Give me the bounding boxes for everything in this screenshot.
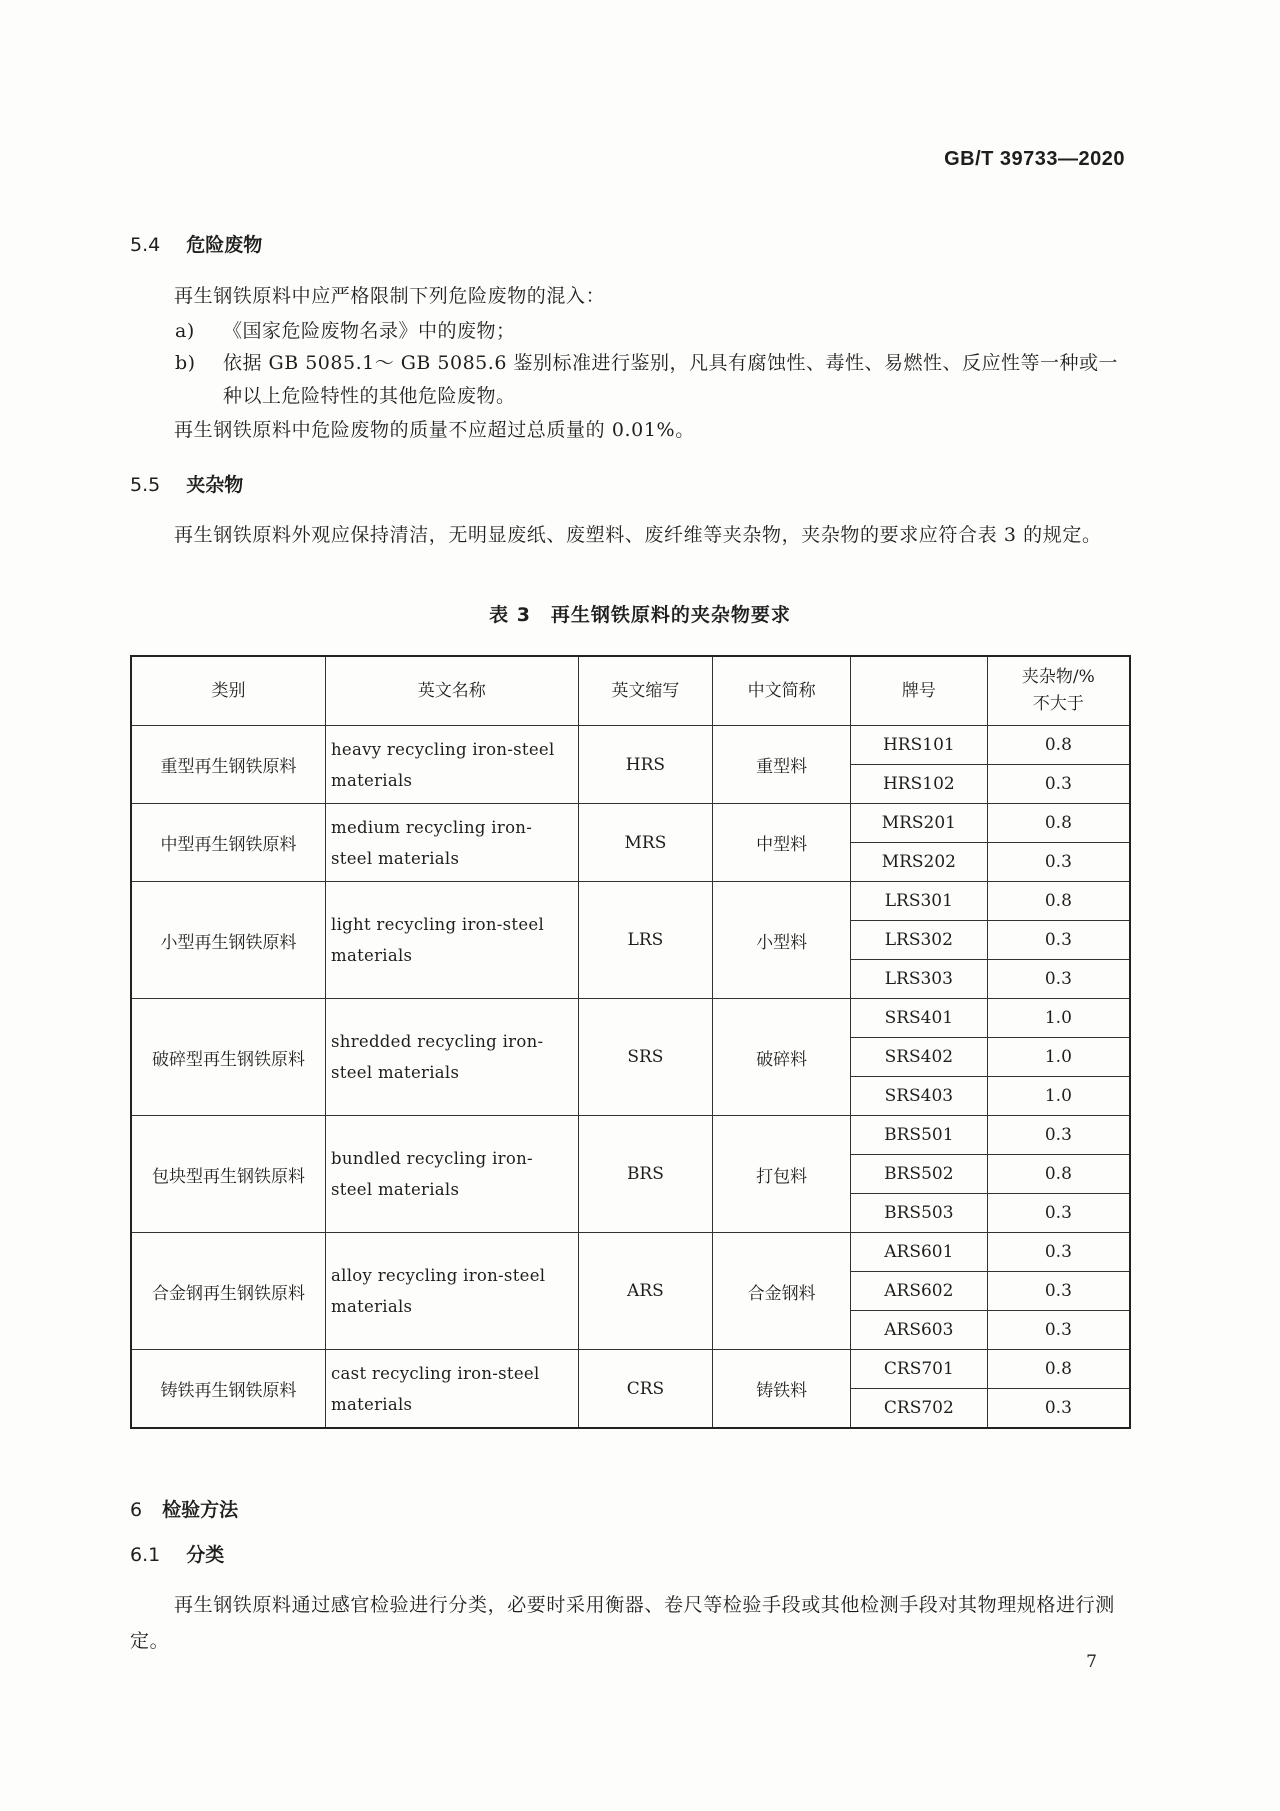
- table-row: [131, 804, 1130, 843]
- cell-abbreviation: ARS: [578, 1233, 713, 1350]
- cell-english-name: heavy recycling iron-steel materials: [326, 726, 579, 804]
- cell-limit: 0.8: [987, 882, 1130, 921]
- header-limit: [987, 656, 1130, 726]
- list-text: 《国家危险废物名录》中的废物；: [223, 320, 516, 342]
- table-row: [131, 999, 1130, 1038]
- table-row: [131, 726, 1130, 765]
- cell-grade: HRS102: [850, 765, 987, 804]
- cell-limit: 0.3: [987, 960, 1130, 999]
- cell-limit: 0.8: [987, 1350, 1130, 1389]
- section-5-4-heading: [130, 230, 262, 257]
- list-item-b: [175, 347, 1135, 413]
- table-row: [131, 1116, 1130, 1155]
- list-item-a: [175, 315, 1135, 348]
- cell-limit: 0.3: [987, 1311, 1130, 1350]
- cell-abbreviation: LRS: [578, 882, 713, 999]
- header-english-name: 英文名称: [326, 656, 579, 726]
- cell-chinese-short: 打包料: [713, 1116, 851, 1233]
- cell-chinese-short: 小型料: [713, 882, 851, 999]
- list-text: 依据 GB 5085.1～ GB 5085.6 鉴别标准进行鉴别，凡具有腐蚀性、毒性、易燃性、反应性等一种或一种以上危险特性的其他危险废物。: [223, 352, 1118, 407]
- cell-english-name: cast recycling iron-steel materials: [326, 1350, 579, 1429]
- cell-grade: MRS202: [850, 843, 987, 882]
- page-number: 7: [1086, 1652, 1097, 1672]
- cell-limit: 0.3: [987, 843, 1130, 882]
- cell-limit: 0.3: [987, 1233, 1130, 1272]
- inclusion-requirements-table: [130, 655, 1131, 1429]
- cell-english-name: medium recycling iron-steel materials: [326, 804, 579, 882]
- section-title: 危险废物: [186, 234, 263, 256]
- header-abbreviation: 英文缩写: [578, 656, 713, 726]
- cell-limit: 0.3: [987, 921, 1130, 960]
- cell-category: 合金钢再生钢铁原料: [131, 1233, 326, 1350]
- section-number: 6.1: [130, 1544, 161, 1566]
- cell-limit: 0.3: [987, 1272, 1130, 1311]
- cell-grade: BRS501: [850, 1116, 987, 1155]
- header-limit-line2: 不大于: [1032, 694, 1084, 714]
- table-row: [131, 1233, 1130, 1272]
- cell-grade: SRS401: [850, 999, 987, 1038]
- cell-grade: LRS302: [850, 921, 987, 960]
- cell-limit: 0.3: [987, 1389, 1130, 1429]
- section-5-4-limit: 再生钢铁原料中危险废物的质量不应超过总质量的 0.01%。: [174, 419, 695, 441]
- section-title: 夹杂物: [186, 474, 244, 496]
- cell-limit: 0.3: [987, 1194, 1130, 1233]
- cell-grade: SRS402: [850, 1038, 987, 1077]
- cell-chinese-short: 铸铁料: [713, 1350, 851, 1429]
- section-6-1-text: 再生钢铁原料通过感官检验进行分类，必要时采用衡器、卷尺等检验手段或其他检测手段对其物理规格进行测定。: [130, 1594, 1115, 1652]
- cell-limit: 0.3: [987, 765, 1130, 804]
- table-row: [131, 1350, 1130, 1389]
- list-marker: a): [175, 320, 195, 342]
- cell-chinese-short: 重型料: [713, 726, 851, 804]
- cell-grade: ARS603: [850, 1311, 987, 1350]
- cell-chinese-short: 合金钢料: [713, 1233, 851, 1350]
- cell-limit: 1.0: [987, 999, 1130, 1038]
- cell-limit: 0.3: [987, 1116, 1130, 1155]
- cell-english-name: alloy recycling iron-steel materials: [326, 1233, 579, 1350]
- table-row: [131, 882, 1130, 921]
- cell-category: 小型再生钢铁原料: [131, 882, 326, 999]
- cell-abbreviation: SRS: [578, 999, 713, 1116]
- cell-grade: LRS303: [850, 960, 987, 999]
- list-marker: b): [175, 352, 196, 374]
- cell-grade: BRS503: [850, 1194, 987, 1233]
- table-caption: 表 3 再生钢铁原料的夹杂物要求: [489, 604, 791, 626]
- cell-grade: ARS601: [850, 1233, 987, 1272]
- section-number: 5.5: [130, 474, 161, 496]
- header-limit-line1: 夹杂物/%: [1021, 667, 1095, 687]
- cell-grade: ARS602: [850, 1272, 987, 1311]
- cell-category: 包块型再生钢铁原料: [131, 1116, 326, 1233]
- cell-grade: SRS403: [850, 1077, 987, 1116]
- header-grade: 牌号: [850, 656, 987, 726]
- cell-english-name: light recycling iron-steel materials: [326, 882, 579, 999]
- cell-chinese-short: 破碎料: [713, 999, 851, 1116]
- cell-limit: 0.8: [987, 1155, 1130, 1194]
- cell-grade: HRS101: [850, 726, 987, 765]
- cell-grade: LRS301: [850, 882, 987, 921]
- cell-category: 重型再生钢铁原料: [131, 726, 326, 804]
- cell-grade: CRS702: [850, 1389, 987, 1429]
- section-5-4-intro: 再生钢铁原料中应严格限制下列危险废物的混入：: [174, 285, 606, 307]
- section-title: 检验方法: [162, 1499, 239, 1521]
- cell-abbreviation: BRS: [578, 1116, 713, 1233]
- section-title: 分类: [186, 1544, 225, 1566]
- cell-abbreviation: HRS: [578, 726, 713, 804]
- section-6-1-heading: [130, 1540, 224, 1567]
- header-category: 类别: [131, 656, 326, 726]
- cell-english-name: shredded recycling iron-steel materials: [326, 999, 579, 1116]
- cell-limit: 0.8: [987, 726, 1130, 765]
- section-6-heading: [130, 1495, 238, 1522]
- cell-category: 铸铁再生钢铁原料: [131, 1350, 326, 1429]
- section-5-5-text: 再生钢铁原料外观应保持清洁，无明显废纸、废塑料、废纤维等夹杂物，夹杂物的要求应符合表 3 的规定。: [174, 524, 1102, 546]
- cell-category: 中型再生钢铁原料: [131, 804, 326, 882]
- cell-abbreviation: MRS: [578, 804, 713, 882]
- cell-grade: MRS201: [850, 804, 987, 843]
- section-number: 6: [130, 1499, 143, 1521]
- section-5-5-heading: [130, 470, 243, 497]
- cell-category: 破碎型再生钢铁原料: [131, 999, 326, 1116]
- cell-grade: CRS701: [850, 1350, 987, 1389]
- cell-english-name: bundled recycling iron-steel materials: [326, 1116, 579, 1233]
- cell-abbreviation: CRS: [578, 1350, 713, 1429]
- cell-chinese-short: 中型料: [713, 804, 851, 882]
- header-chinese-short: 中文简称: [713, 656, 851, 726]
- cell-grade: BRS502: [850, 1155, 987, 1194]
- standard-number: GB/T 39733—2020: [944, 148, 1125, 170]
- cell-limit: 1.0: [987, 1038, 1130, 1077]
- table-header-row: [131, 656, 1130, 726]
- cell-limit: 1.0: [987, 1077, 1130, 1116]
- cell-limit: 0.8: [987, 804, 1130, 843]
- section-number: 5.4: [130, 234, 161, 256]
